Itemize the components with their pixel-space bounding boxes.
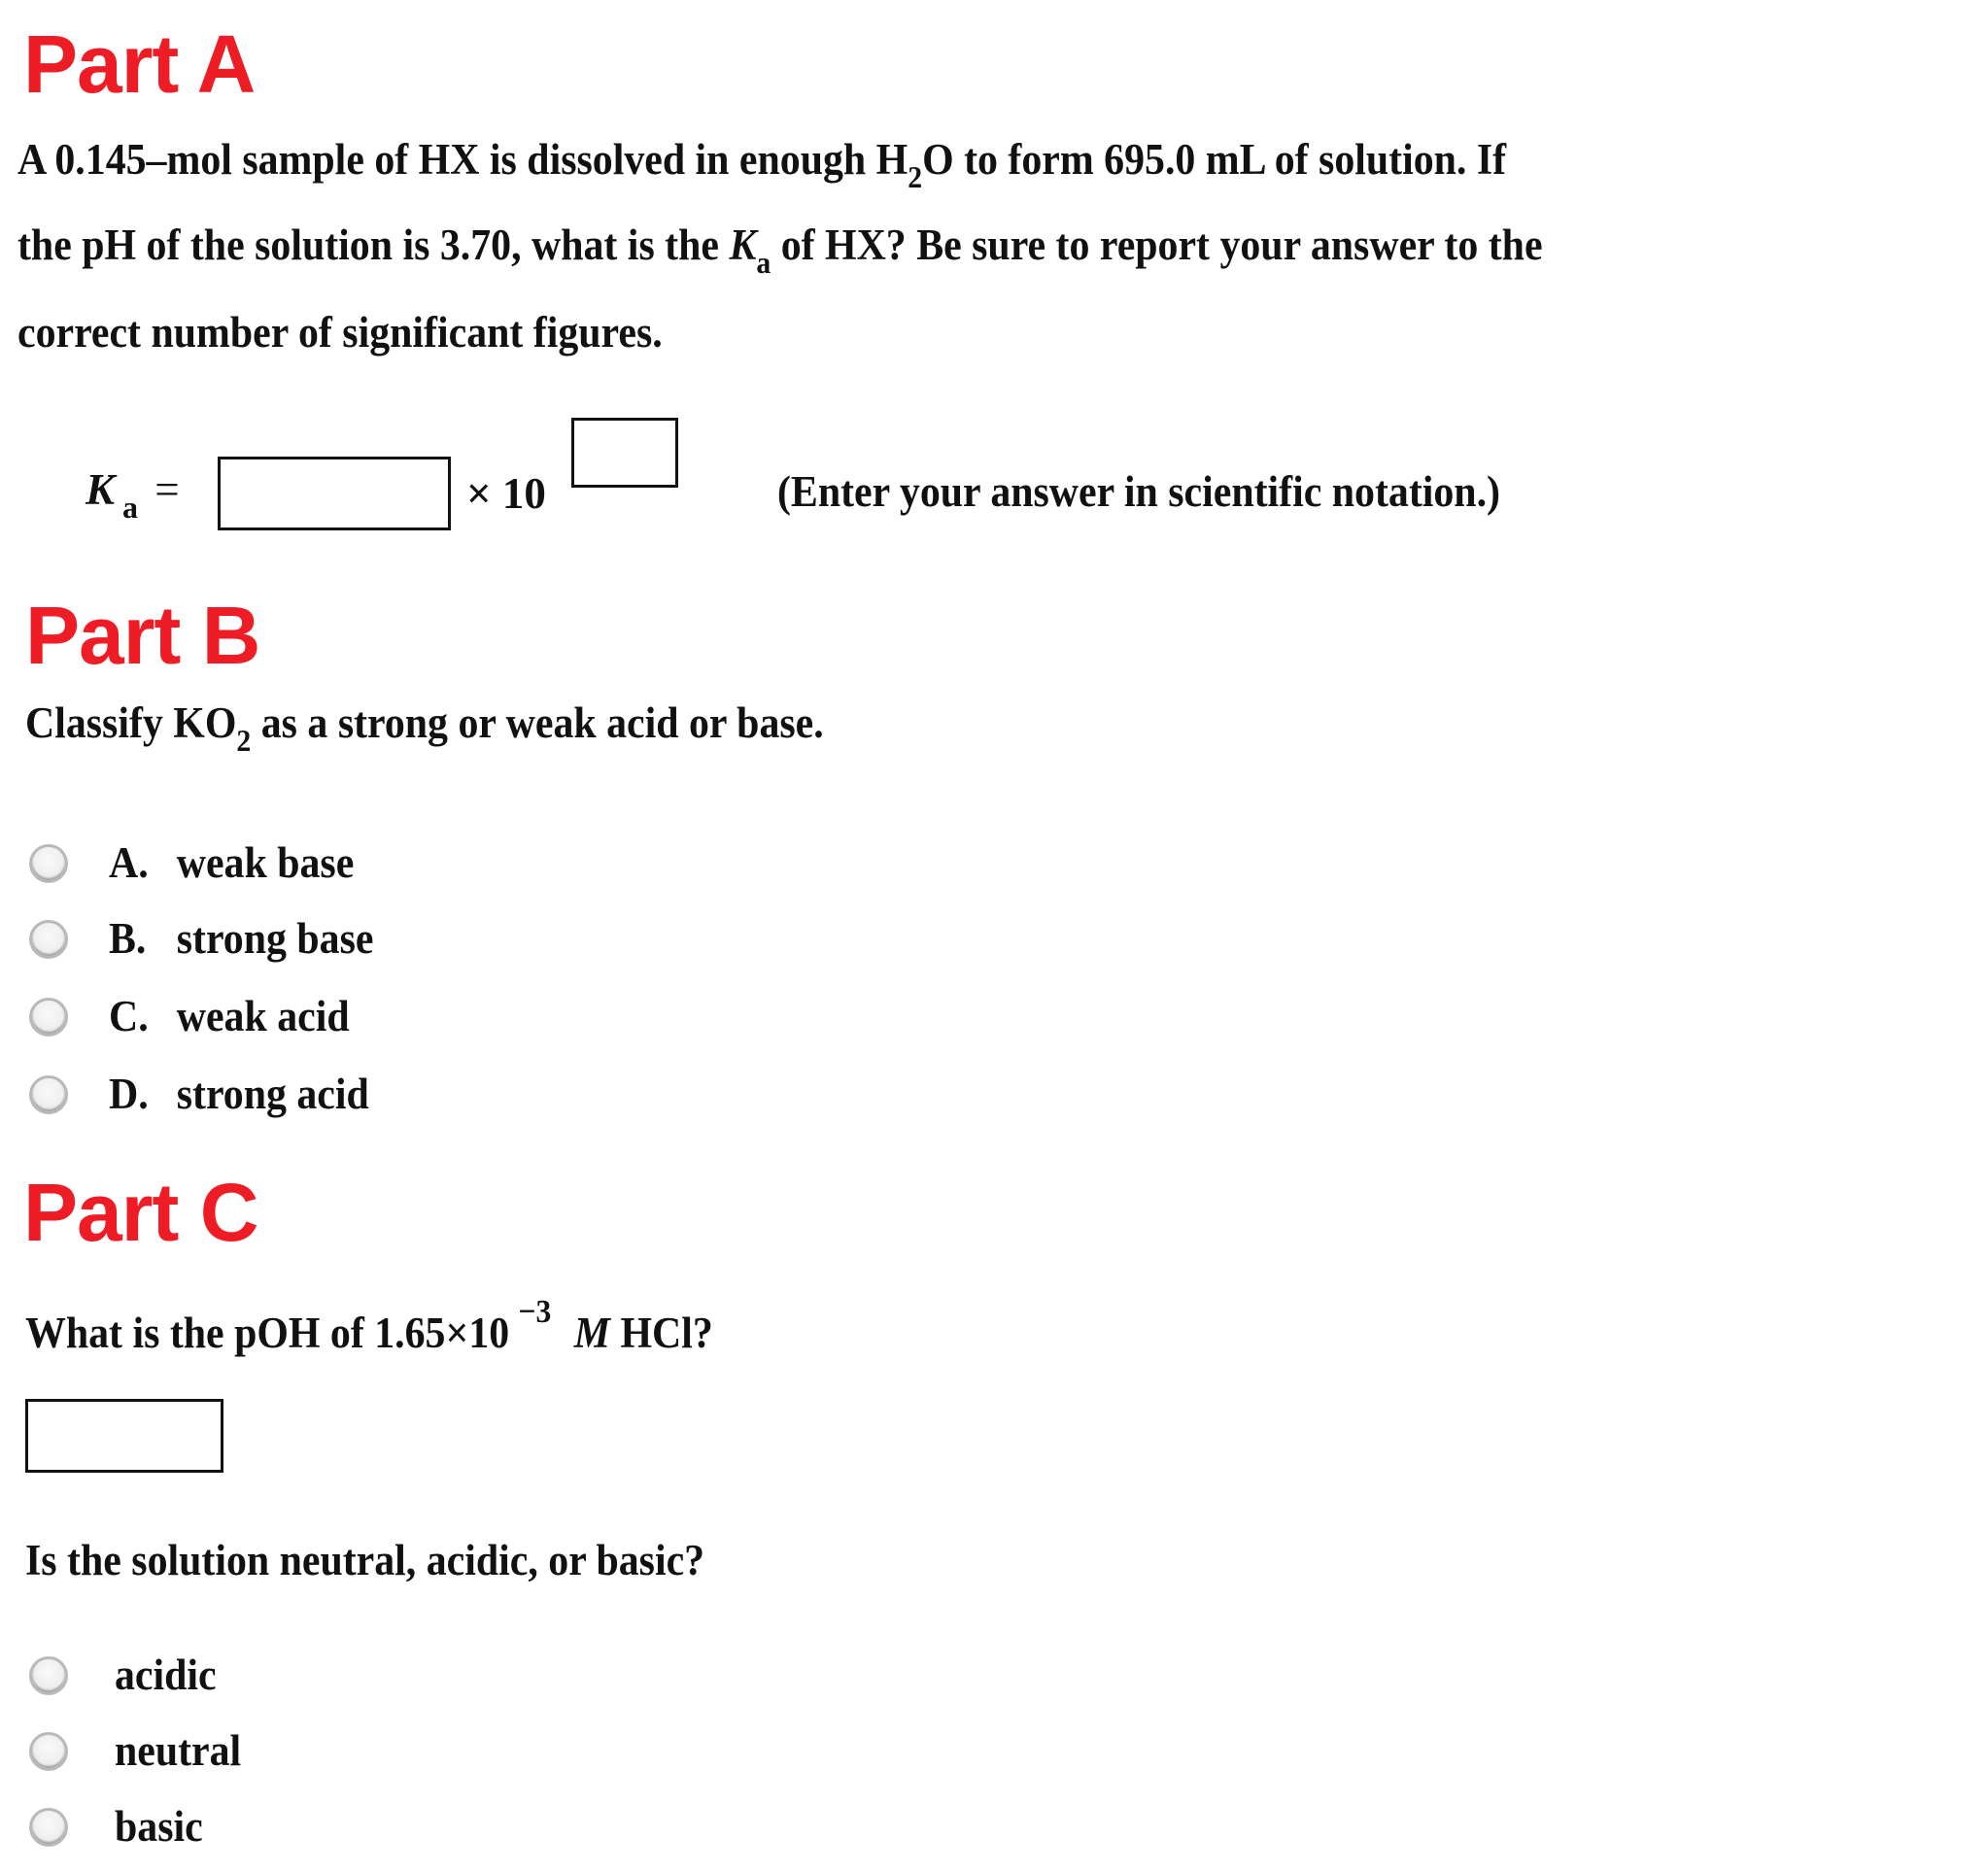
part-c-followup-question: Is the solution neutral, acidic, or basic? (25, 1536, 705, 1584)
scientific-notation-hint: (Enter your answer in scientific notation.) (777, 467, 1500, 516)
poh-answer-input[interactable] (25, 1399, 223, 1473)
option-text: strong acid (176, 1070, 369, 1118)
option-letter: A. (109, 838, 149, 887)
text-segment: as a strong or weak acid or base. (251, 698, 824, 747)
part-c-option-neutral[interactable] (29, 1726, 251, 1775)
radio-button[interactable] (29, 844, 68, 883)
equals-sign: = (154, 465, 180, 514)
subscript: a (756, 245, 771, 280)
subscript: 2 (908, 159, 923, 194)
ka-exponent-input[interactable] (571, 418, 678, 488)
superscript: −3 (518, 1294, 552, 1330)
option-letter: B. (109, 914, 147, 963)
radio-button[interactable] (29, 1075, 68, 1114)
part-b-question (25, 698, 824, 758)
part-b-option-c[interactable] (29, 992, 367, 1040)
option-letter: D. (109, 1070, 149, 1118)
part-b-option-d[interactable] (29, 1072, 389, 1116)
part-a-question-line-1 (17, 135, 1507, 194)
part-a-question-line-2 (17, 223, 1543, 278)
part-b-option-b[interactable] (29, 914, 394, 963)
radio-button[interactable] (29, 920, 68, 959)
subscript: 2 (236, 723, 252, 758)
text-segment: What is the pOH of 1.65×10 (25, 1309, 510, 1357)
text-segment: Classify KO (25, 698, 237, 747)
text-segment: HCl? (610, 1309, 713, 1357)
option-text: weak base (176, 838, 355, 887)
option-label (109, 914, 374, 963)
part-a-heading: Part A (23, 18, 256, 110)
part-b-option-a[interactable] (29, 838, 372, 887)
radio-button[interactable] (29, 1732, 68, 1771)
option-label (109, 1072, 369, 1116)
text-segment: the pH of the solution is 3.70, what is the (17, 221, 730, 269)
subscript: a (122, 490, 139, 525)
option-text: basic (115, 1802, 203, 1851)
option-label (109, 838, 355, 887)
option-text: neutral (115, 1726, 242, 1775)
ka-mantissa-input[interactable] (218, 457, 451, 530)
part-b-heading: Part B (25, 590, 260, 681)
k-symbol: K (729, 221, 757, 269)
k-symbol: K (86, 465, 116, 514)
option-text: acidic (115, 1650, 217, 1699)
part-a-question-line-3: correct number of significant figures. (17, 308, 663, 357)
part-c-option-basic[interactable] (29, 1802, 210, 1851)
text-segment: A 0.145–mol sample of HX is dissolved in enough H (17, 135, 908, 184)
part-c-heading: Part C (23, 1167, 258, 1258)
ka-label (86, 465, 180, 525)
option-text: weak acid (176, 992, 350, 1040)
part-c-question (25, 1296, 713, 1355)
option-text: strong base (176, 914, 374, 963)
part-c-option-acidic[interactable] (29, 1650, 223, 1699)
times-ten-label: × 10 (466, 469, 546, 518)
radio-button[interactable] (29, 1656, 68, 1695)
option-label (109, 992, 350, 1040)
molar-unit: M (573, 1309, 611, 1357)
text-segment: of HX? Be sure to report your answer to the (771, 221, 1543, 269)
radio-button[interactable] (29, 1808, 68, 1847)
option-letter: C. (109, 992, 149, 1040)
text-segment: O to form 695.0 mL of solution. If (922, 135, 1507, 184)
radio-button[interactable] (29, 998, 68, 1037)
